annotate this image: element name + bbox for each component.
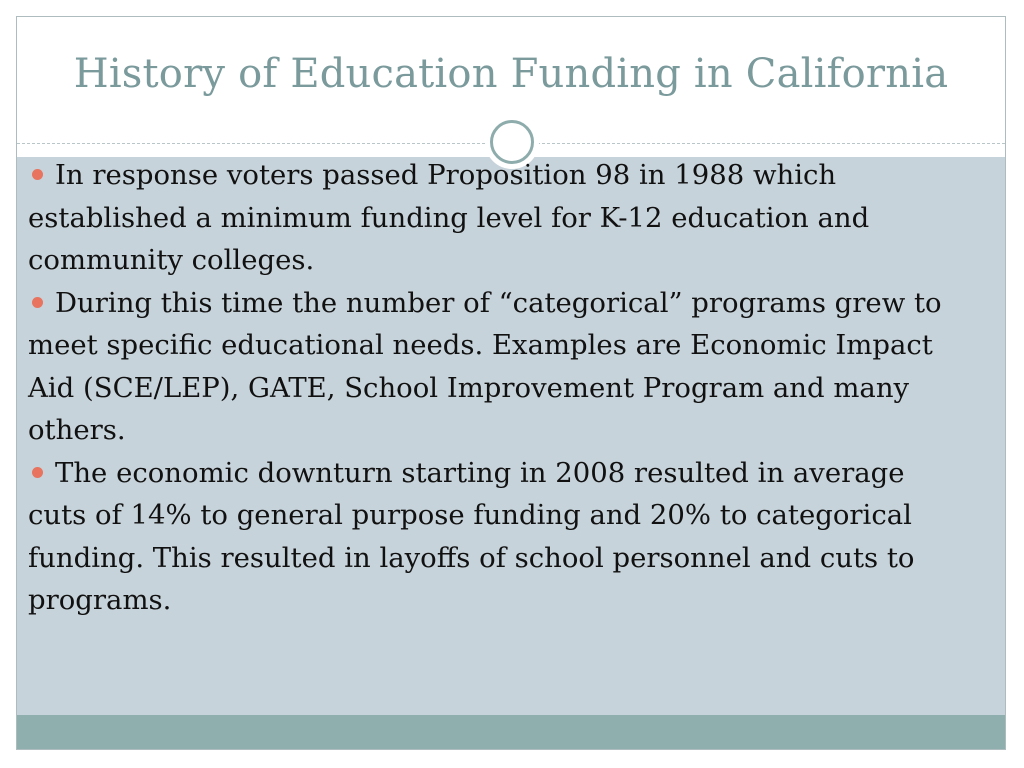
- bullet-item: [28, 154, 958, 282]
- bullet-text: During this time the number of “categorical” programs grew to meet specific educational needs. Examples are Economic Impact Aid (SCE/LEP), GATE, School Improvement Program and many others.: [28, 286, 942, 446]
- bullet-item: [28, 282, 958, 452]
- bullet-list: [28, 154, 958, 622]
- bullet-text: In response voters passed Proposition 98 in 1988 which established a minimum funding level for K-12 education and community colleges.: [28, 159, 870, 276]
- bullet-dot-icon: [32, 169, 43, 180]
- bullet-dot-icon: [32, 297, 43, 308]
- bullet-text: The economic downturn starting in 2008 resulted in average cuts of 14% to general purpose funding and 20% to categorical funding. This resulted in layoffs of school personnel and cuts to programs.: [28, 456, 915, 616]
- bullet-item: [28, 452, 958, 622]
- footer-band: [17, 715, 1005, 750]
- slide-title: History of Education Funding in California: [73, 51, 949, 97]
- bullet-dot-icon: [32, 467, 43, 478]
